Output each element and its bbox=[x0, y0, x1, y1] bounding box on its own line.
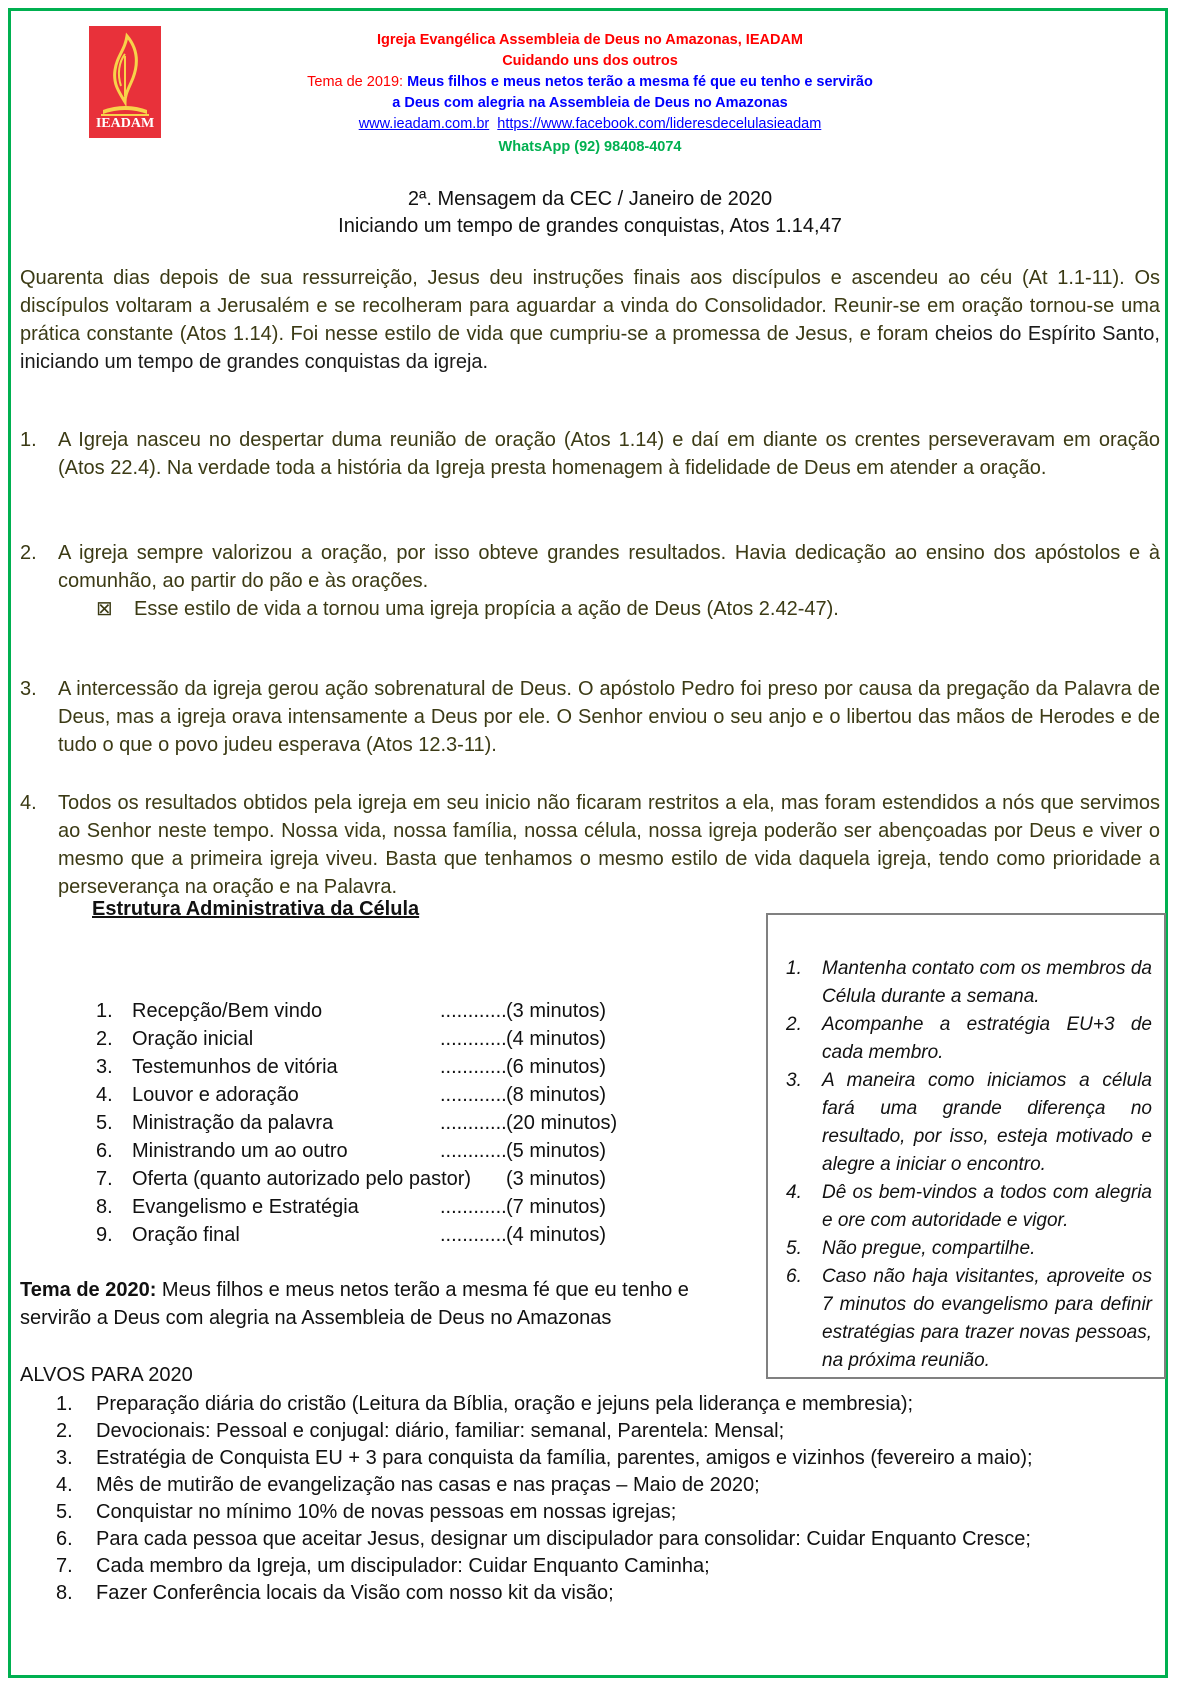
point-text: A intercessão da igreja gerou ação sobrenatural de Deus. O apóstolo Pedro foi preso por causa da pregação da Palavra de Deus, mas a igreja orava intensamente a Deus por ele. O Senhor enviou o seu anjo e o libertou das mãos de Herodes e de tudo o que o povo judeu esperava (Atos 12.3-11). bbox=[58, 678, 1160, 756]
goal-item: 8. Fazer Conferência locais da Visão com nosso kit da visão; bbox=[56, 1582, 614, 1604]
structure-item: 2. Oração inicial ............ (4 minutos) bbox=[96, 1028, 607, 1050]
intro-text-end: cheios do Espírito Santo, iniciando um tempo de grandes conquistas da igreja. bbox=[20, 323, 1160, 373]
goal-item: 4. Mês de mutirão de evangelização nas casas e nas praças – Maio de 2020; bbox=[56, 1474, 760, 1496]
theme-2019 bbox=[150, 72, 1030, 92]
message-subtitle: Iniciando um tempo de grandes conquistas, Atos 1.14,47 bbox=[338, 215, 842, 237]
structure-item: 7. Oferta (quanto autorizado pelo pastor) (3 minutos) bbox=[96, 1168, 607, 1190]
intro-paragraph bbox=[20, 264, 1160, 376]
goals-heading: ALVOS PARA 2020 bbox=[20, 1364, 193, 1386]
point-text: A Igreja nasceu no despertar duma reunião de oração (Atos 1.14) e daí em diante os crentes perseveravam em oração (Atos 22.4). Na verdade toda a história da Igreja presta homenagem à fidelidade de Deus em atender a oração. bbox=[58, 429, 1160, 479]
structure-item: 9. Oração final ............ (4 minutos) bbox=[96, 1224, 607, 1246]
message-title: 2ª. Mensagem da CEC / Janeiro de 2020 bbox=[407, 188, 773, 210]
structure-item: 5. Ministração da palavra ............ (20 minutos) bbox=[96, 1112, 618, 1134]
facebook-link[interactable]: https://www.facebook.com/lideresdecelulasieadam bbox=[497, 116, 822, 132]
tips-box: 1. Mantenha contato com os membros da Célula durante a semana. 2. Acompanhe a estratégia EU+3 de cada membro. 3. A maneira como iniciamos a célula fará uma grande diferença no resultado, por isso, esteja motivado e alegre a iniciar o encontro. 4. Dê os bem-vindos a todos com alegria e ore com autoridade e vigor. 5. Não pregue, compartilhe. 6. Caso não haja visitantes, aproveite os 7 minutos do evangelismo para definir estratégias para trazer novas pessoas, na próxima reunião. bbox=[766, 913, 1166, 1379]
point-number: 4. bbox=[20, 792, 37, 814]
goal-item: 5. Conquistar no mínimo 10% de novas pessoas em nossas igrejas; bbox=[56, 1501, 677, 1523]
point-number: 1. bbox=[20, 429, 37, 451]
structure-item: 8. Evangelismo e Estratégia ............ (7 minutos) bbox=[96, 1196, 607, 1218]
motto: Cuidando uns dos outros bbox=[502, 53, 678, 69]
goal-item: 2. Devocionais: Pessoal e conjugal: diário, familiar: semanal, Parentela: Mensal; bbox=[56, 1420, 785, 1442]
point-number: 2. bbox=[20, 542, 37, 564]
goal-item: 3. Estratégia de Conquista EU + 3 para conquista da família, parentes, amigos e vizinhos (fevereiro a maio); bbox=[56, 1447, 1033, 1469]
church-name: Igreja Evangélica Assembleia de Deus no Amazonas, IEADAM bbox=[376, 32, 803, 48]
theme-2019-text: Meus filhos e meus netos terão a mesma fé que eu tenho e servirão bbox=[407, 74, 873, 90]
sub-bullet-text: Esse estilo de vida a tornou uma igreja propícia a ação de Deus (Atos 2.42-47). bbox=[134, 598, 839, 620]
goal-item: 1. Preparação diária do cristão (Leitura da Bíblia, oração e jejuns pela liderança e membresia); bbox=[56, 1393, 914, 1415]
structure-item: 6. Ministrando um ao outro ............ (5 minutos) bbox=[96, 1140, 607, 1162]
theme-2019-text-cont: a Deus com alegria na Assembleia de Deus no Amazonas bbox=[392, 95, 788, 111]
point-text: Todos os resultados obtidos pela igreja em seu inicio não ficaram restritos a ela, mas foram estendidos a nós que servimos ao Senhor neste tempo. Nossa vida, nossa família, nossa célula, nossa igreja poderão ser abençoadas por Deus e viver o mesmo que a primeira igreja viveu. Basta que tenhamos o mesmo estilo de vida daquela igreja, tendo como prioridade a perseverança na oração e na Palavra. bbox=[58, 792, 1160, 898]
logo-text: IEADAM bbox=[95, 116, 155, 131]
goal-item: 7. Cada membro da Igreja, um discipulador: Cuidar Enquanto Caminha; bbox=[56, 1555, 710, 1577]
point-text: A igreja sempre valorizou a oração, por isso obteve grandes resultados. Havia dedicação ao ensino dos apóstolos e à comunhão, ao partir do pão e às orações. bbox=[58, 542, 1160, 592]
structure-title: Estrutura Administrativa da Célula bbox=[92, 898, 420, 920]
checkbox-bullet-icon: ⊠ bbox=[96, 598, 113, 620]
structure-item: 3. Testemunhos de vitória ............ (6 minutos) bbox=[96, 1056, 607, 1078]
structure-item: 4. Louvor e adoração ............ (8 minutos) bbox=[96, 1084, 607, 1106]
theme-2020-label: Tema de 2020: bbox=[20, 1279, 157, 1301]
links-row bbox=[150, 114, 1030, 134]
point-number: 3. bbox=[20, 678, 37, 700]
theme-2019-label: Tema de 2019: bbox=[307, 74, 408, 90]
theme-2020 bbox=[20, 1276, 760, 1332]
goal-item: 6. Para cada pessoa que aceitar Jesus, designar um discipulador para consolidar: Cuidar Enquanto Cresce; bbox=[56, 1528, 1031, 1550]
theme-2020-text: Meus filhos e meus netos terão a mesma fé que eu tenho e servirão a Deus com alegria na Assembleia de Deus no Amazonas bbox=[20, 1279, 689, 1329]
intro-text: Quarenta dias depois de sua ressurreição, Jesus deu instruções finais aos discípulos e ascendeu ao céu (At 1.1-11). Os discípulos voltaram a Jerusalém e se recolheram para aguardar a vinda do Consolidador. Reunir-se em oração tornou-se uma prática constante (Atos 1.14). Foi nesse estilo de vida que cumpriu-se a promessa de Jesus, e foram bbox=[20, 267, 1160, 345]
sub-bullet-row bbox=[96, 595, 839, 623]
structure-item: 1. Recepção/Bem vindo ............ (3 minutos) bbox=[96, 1000, 607, 1022]
whatsapp-contact: WhatsApp (92) 98408-4074 bbox=[498, 139, 682, 155]
website-link[interactable]: www.ieadam.com.br bbox=[358, 116, 490, 132]
